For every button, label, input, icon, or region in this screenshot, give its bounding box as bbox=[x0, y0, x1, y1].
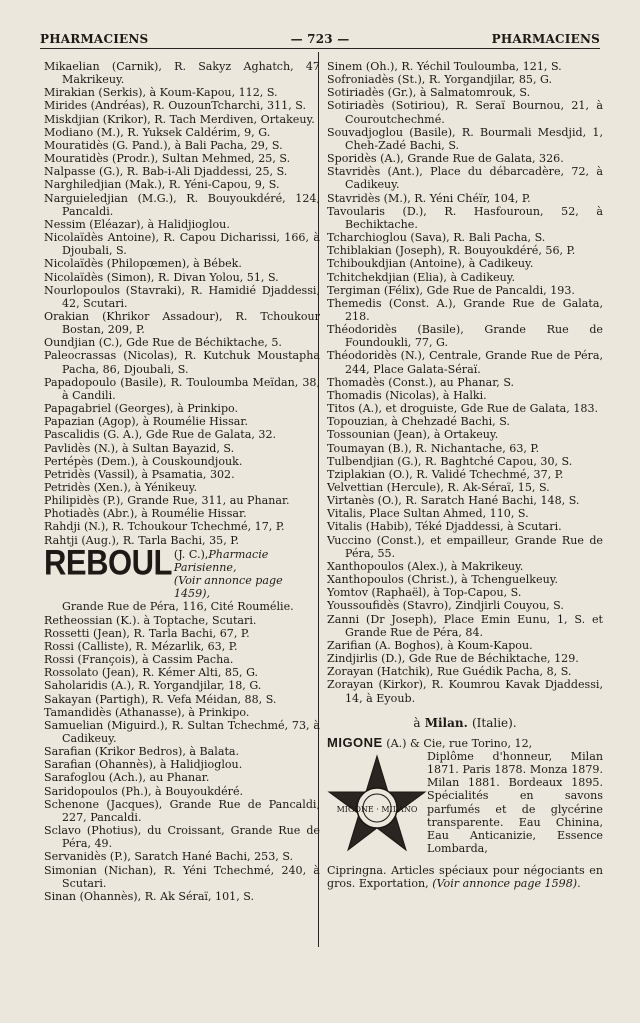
city-country: (Italie). bbox=[471, 715, 517, 730]
directory-entry: Sotiriadès (Sotiriou), R. Seraï Bournou, 21, à Couroutchechmé. bbox=[327, 99, 603, 126]
reboul-name: REBOUL bbox=[44, 542, 172, 583]
directory-entry: Schenone (Jacques), Grande Rue de Pancaldi, 227, Pancaldi. bbox=[44, 797, 320, 824]
directory-entry: Nicolaïdès (Philopœmen), à Bébek. bbox=[44, 257, 242, 271]
directory-entry: Mirakian (Serkis), à Koum-Kapou, 112, S. bbox=[44, 86, 278, 100]
right-column bbox=[327, 60, 603, 890]
directory-entry: Tchiblakian (Joseph), R. Bouyoukdéré, 56, P. bbox=[327, 244, 576, 258]
directory-entry: Rahdji (N.), R. Tchoukour Tchechmé, 17, P. bbox=[44, 520, 285, 534]
city-prefix: à bbox=[413, 715, 421, 730]
directory-entry: Retheossian (K.). à Toptache, Scutari. bbox=[44, 613, 257, 627]
directory-entry: Xanthopoulos (Alex.), à Makrikeuy. bbox=[327, 559, 524, 573]
directory-entry: Tchiboukdjian (Antoine), à Cadikeuy. bbox=[327, 257, 534, 271]
migone-star-logo bbox=[327, 752, 427, 864]
directory-entry: Titos (A.), et droguiste, Gde Rue de Galata, 183. bbox=[327, 402, 599, 416]
directory-entry: Zorayan (Kirkor), R. Koumrou Kavak Djaddessi, 14, à Eyoub. bbox=[327, 678, 603, 705]
directory-entry: Pascalidis (G. A.), Gde Rue de Galata, 32. bbox=[44, 428, 277, 442]
directory-entry: Zorayan (Hatchik), Rue Guédik Pacha, 8, S. bbox=[327, 665, 572, 679]
directory-entry: Youssoufidès (Stavro), Zindjirli Couyou, S. bbox=[327, 599, 564, 613]
directory-entry: Photiadès (Abr.), à Roumélie Hissar. bbox=[44, 507, 247, 521]
migone-logo-text: MIGONE · MILANO bbox=[336, 804, 418, 814]
directory-entry: Sarafoglou (Ach.), au Phanar. bbox=[44, 771, 210, 785]
migone-address: (A.) & Cie, rue Torino, 12, bbox=[386, 736, 533, 750]
reboul-ad-reference: (Voir annonce page 1459), bbox=[173, 574, 283, 601]
directory-entry: Philipidès (P.), Grande Rue, 311, au Phanar. bbox=[44, 494, 290, 508]
directory-entry: Zarifian (A. Boghos), à Koum-Kapou. bbox=[327, 638, 533, 652]
directory-entry: Petridès (Xen.), à Yénikeuy. bbox=[44, 481, 198, 494]
directory-entry: Sarafian (Ohannès), à Halidjioglou. bbox=[44, 758, 243, 772]
directory-entry: Mouratidès (G. Pand.), à Bali Pacha, 29, S. bbox=[44, 138, 283, 152]
directory-entry: Yomtov (Raphaël), à Top-Capou, S. bbox=[327, 586, 522, 600]
directory-entry: Oundjian (C.), Gde Rue de Béchiktache, 5. bbox=[44, 336, 282, 350]
directory-entry: Sporidès (A.), Grande Rue de Galata, 326. bbox=[327, 152, 564, 166]
directory-entry: Rossolato (Jean), R. Kémer Alti, 85, G. bbox=[44, 666, 259, 680]
directory-entry: Topouzian, à Chehzadé Bachi, S. bbox=[327, 415, 510, 429]
directory-entry: Orakian (Khrikor Assadour), R. Tchoukour Bostan, 209, P. bbox=[44, 309, 320, 337]
directory-entry: Sclavo (Photius), du Croissant, Grande Rue de Péra, 49. bbox=[44, 824, 320, 851]
directory-entry: Virtanès (O.), R. Saratch Hané Bachi, 148, S. bbox=[327, 494, 580, 508]
page-number: — 723 — bbox=[290, 32, 350, 46]
reboul-advert bbox=[44, 542, 320, 601]
directory-entry: Saridopoulos (Ph.), à Bouyoukdéré. bbox=[44, 784, 244, 798]
directory-entry: Théodoridès (N.), Centrale, Grande Rue de Péra, 244, Place Galata-Séraï. bbox=[327, 349, 603, 376]
directory-entry: Thomadès (Const.), au Phanar, S. bbox=[327, 375, 515, 389]
directory-entry: Sarafian (Krikor Bedros), à Balata. bbox=[44, 745, 240, 759]
migone-advert bbox=[327, 736, 603, 890]
directory-entry: Sakayan (Partigh), R. Vefa Méidan, 88, S. bbox=[44, 692, 277, 706]
directory-entry: Sofroniadès (St.), R. Yorgandjilar, 85, G. bbox=[327, 73, 553, 87]
city-name: Milan. bbox=[424, 715, 468, 730]
migone-tail bbox=[327, 864, 603, 890]
migone-tail-a: Cipri bbox=[327, 863, 355, 877]
directory-entry: Mouratidès (Prodr.), Sultan Mehmed, 25, S. bbox=[44, 152, 291, 166]
directory-entry: Vitalis, Place Sultan Ahmed, 110, S. bbox=[327, 507, 529, 521]
directory-entry: Rossetti (Jean), R. Tarla Bachi, 67, P. bbox=[44, 626, 250, 640]
directory-entry: Tulbendjian (G.), R. Baghtché Capou, 30, S. bbox=[327, 454, 573, 468]
directory-entry: Nourlopoulos (Stavraki), R. Hamidié Djaddessi, 42, Scutari. bbox=[44, 283, 320, 310]
directory-entry: Papazian (Agop), à Roumélie Hissar. bbox=[44, 415, 248, 429]
directory-entry: Pavlidès (N.), à Sultan Bayazid, S. bbox=[44, 441, 235, 455]
directory-entry: Tcharchioglou (Sava), R. Bali Pacha, S. bbox=[327, 231, 546, 245]
directory-entry: Narguieledjian (M.G.), R. Bouyoukdéré, 124, Pancaldi. bbox=[44, 191, 320, 218]
directory-entry: Nalpasse (G.), R. Bab-i-Ali Djaddessi, 25, S. bbox=[44, 165, 288, 179]
directory-entry: Sinem (Oh.), R. Yéchil Touloumba, 121, S. bbox=[327, 60, 562, 73]
directory-entry: Papagabriel (Georges), à Prinkipo. bbox=[44, 402, 239, 416]
directory-entry: Théodoridès (Basile), Grande Rue de Foundoukli, 77, G. bbox=[327, 323, 603, 350]
directory-entry: Velvettian (Hercule), R. Ak-Séraï, 15, S. bbox=[327, 481, 550, 494]
directory-entry: Vuccino (Const.), et empailleur, Grande Rue de Péra, 55. bbox=[327, 533, 603, 560]
directory-entry: Tossounian (Jean), à Ortakeuy. bbox=[327, 428, 499, 442]
migone-ad-reference: (Voir annonce page 1598). bbox=[432, 877, 581, 891]
header-rule bbox=[40, 48, 600, 49]
directory-entry: Modiano (M.), R. Yuksek Caldérim, 9, G. bbox=[44, 125, 271, 139]
directory-entry: Narghiledjian (Mak.), R. Yéni-Capou, 9, S. bbox=[44, 178, 280, 192]
directory-entry: Thomadis (Nicolas), à Halki. bbox=[327, 388, 487, 402]
header-right-title: PHARMACIENS bbox=[491, 32, 600, 46]
migone-tail-n: n bbox=[355, 863, 363, 877]
directory-entry: Themedis (Const. A.), Grande Rue de Galata, 218. bbox=[327, 296, 603, 323]
directory-entry: Servanidès (P.), Saratch Hané Bachi, 253, S. bbox=[44, 850, 294, 864]
directory-entry: Petridès (Vassil), à Psamatia, 302. bbox=[44, 467, 235, 481]
directory-entry: Tziplakian (O.), R. Validé Tchechmé, 37, P. bbox=[327, 467, 564, 481]
directory-entry: Tavoularis (D.), R. Hasfouroun, 52, à Bechiktache. bbox=[327, 204, 603, 231]
directory-entry: Saholaridis (A.), R. Yorgandjilar, 18, G. bbox=[44, 679, 262, 693]
directory-entry: Tamandidès (Athanasse), à Prinkipo. bbox=[44, 705, 250, 719]
directory-entry: Mikaelian (Carnik), R. Sakyz Aghatch, 47 Makrikeuy. bbox=[44, 60, 320, 87]
migone-brand: MIGONE bbox=[327, 734, 383, 750]
left-column bbox=[44, 60, 320, 903]
directory-entry: Mirides (Andréas), R. OuzounTcharchi, 311, S. bbox=[44, 99, 306, 113]
directory-entry: Nessim (Eléazar), à Halidjioglou. bbox=[44, 217, 230, 231]
directory-entry: Tergiman (Félix), Gde Rue de Pancaldi, 193. bbox=[327, 283, 575, 297]
directory-entry: Rossi (Calliste), R. Mézarlik, 63, P. bbox=[44, 639, 238, 653]
city-heading bbox=[327, 717, 603, 730]
directory-entry: Zanni (Dr Joseph), Place Emin Eunu, 1, S. et Grande Rue de Péra, 84. bbox=[327, 612, 603, 639]
directory-entry: Stavridès (M.), R. Yéni Chéïr, 104, P. bbox=[327, 191, 531, 205]
directory-entry: Nicolaïdès Antoine), R. Capou Dicharissi, 166, à Djoubali, S. bbox=[44, 231, 320, 258]
reboul-pharmacy: Pharmacie Parisienne, bbox=[173, 547, 269, 574]
directory-entry: Tchitchekdjian (Elia), à Cadikeuy. bbox=[327, 270, 516, 284]
directory-entry: Zindjirlis (D.), Gde Rue de Béchiktache, 129. bbox=[327, 652, 579, 666]
page-header bbox=[40, 24, 600, 46]
directory-entry: Souvadjoglou (Basile), R. Bourmali Mesdjid, 1, Cheh-Zadé Bachi, S. bbox=[327, 125, 603, 152]
directory-entry: Sotiriadès (Gr.), à Salmatomrouk, S. bbox=[327, 86, 531, 100]
header-left-title: PHARMACIENS bbox=[40, 32, 149, 46]
migone-tail-b: gna. Articles spéciaux pour négociants en gros. Exportation, bbox=[327, 863, 603, 891]
directory-entry: Miskdjian (Krikor), R. Tach Merdiven, Ortakeuy. bbox=[44, 112, 315, 126]
directory-entry: Nicolaïdès (Simon), R. Divan Yolou, 51, S. bbox=[44, 270, 279, 284]
directory-entry: Rahtji (Aug.), R. Tarla Bachi, 35, P. bbox=[44, 533, 240, 547]
directory-entry: Pertépès (Dem.), à Couskoundjouk. bbox=[44, 454, 243, 468]
directory-entry: Samuelian (Miguird.), R. Sultan Tchechmé, 73, à Cadikeuy. bbox=[44, 718, 320, 745]
directory-entry: Paleocrassas (Nicolas), R. Kutchuk Moustapha Pacha, 86, Djoubali, S. bbox=[44, 349, 320, 376]
directory-entry: Xanthopoulos (Christ.), à Tchenguelkeuy. bbox=[327, 573, 559, 587]
directory-entry: Simonian (Nichan), R. Yéni Tchechmé, 240, à Scutari. bbox=[44, 863, 320, 890]
directory-entry: Stavridès (Ant.), Place du débarcadère, 72, à Cadikeuy. bbox=[327, 165, 603, 192]
migone-description: Diplôme d'honneur, Milan 1871. Paris 1878. Monza 1879. Milan 1881. Bordeaux 1895. Spécialités en savons parfumés et de glycérine transparente. Eau Chinina, Eau Anticanizie, Essence Lombarda, bbox=[427, 749, 603, 856]
reboul-address: Grande Rue de Péra, 116, Cité Roumélie. bbox=[62, 600, 294, 614]
directory-entry: Sinan (Ohannès), R. Ak Séraï, 101, S. bbox=[44, 889, 254, 903]
directory-entry: Vitalis (Habib), Téké Djaddessi, à Scutari. bbox=[327, 520, 562, 534]
directory-entry: Papadopoulo (Basile), R. Touloumba Meïdan, 38, à Candili. bbox=[44, 375, 320, 402]
directory-entry: Toumayan (B.), R. Nichantache, 63, P. bbox=[327, 441, 540, 455]
reboul-initials: (J. C.), bbox=[173, 547, 209, 561]
directory-entry: Rossi (François), à Cassim Pacha. bbox=[44, 653, 234, 667]
